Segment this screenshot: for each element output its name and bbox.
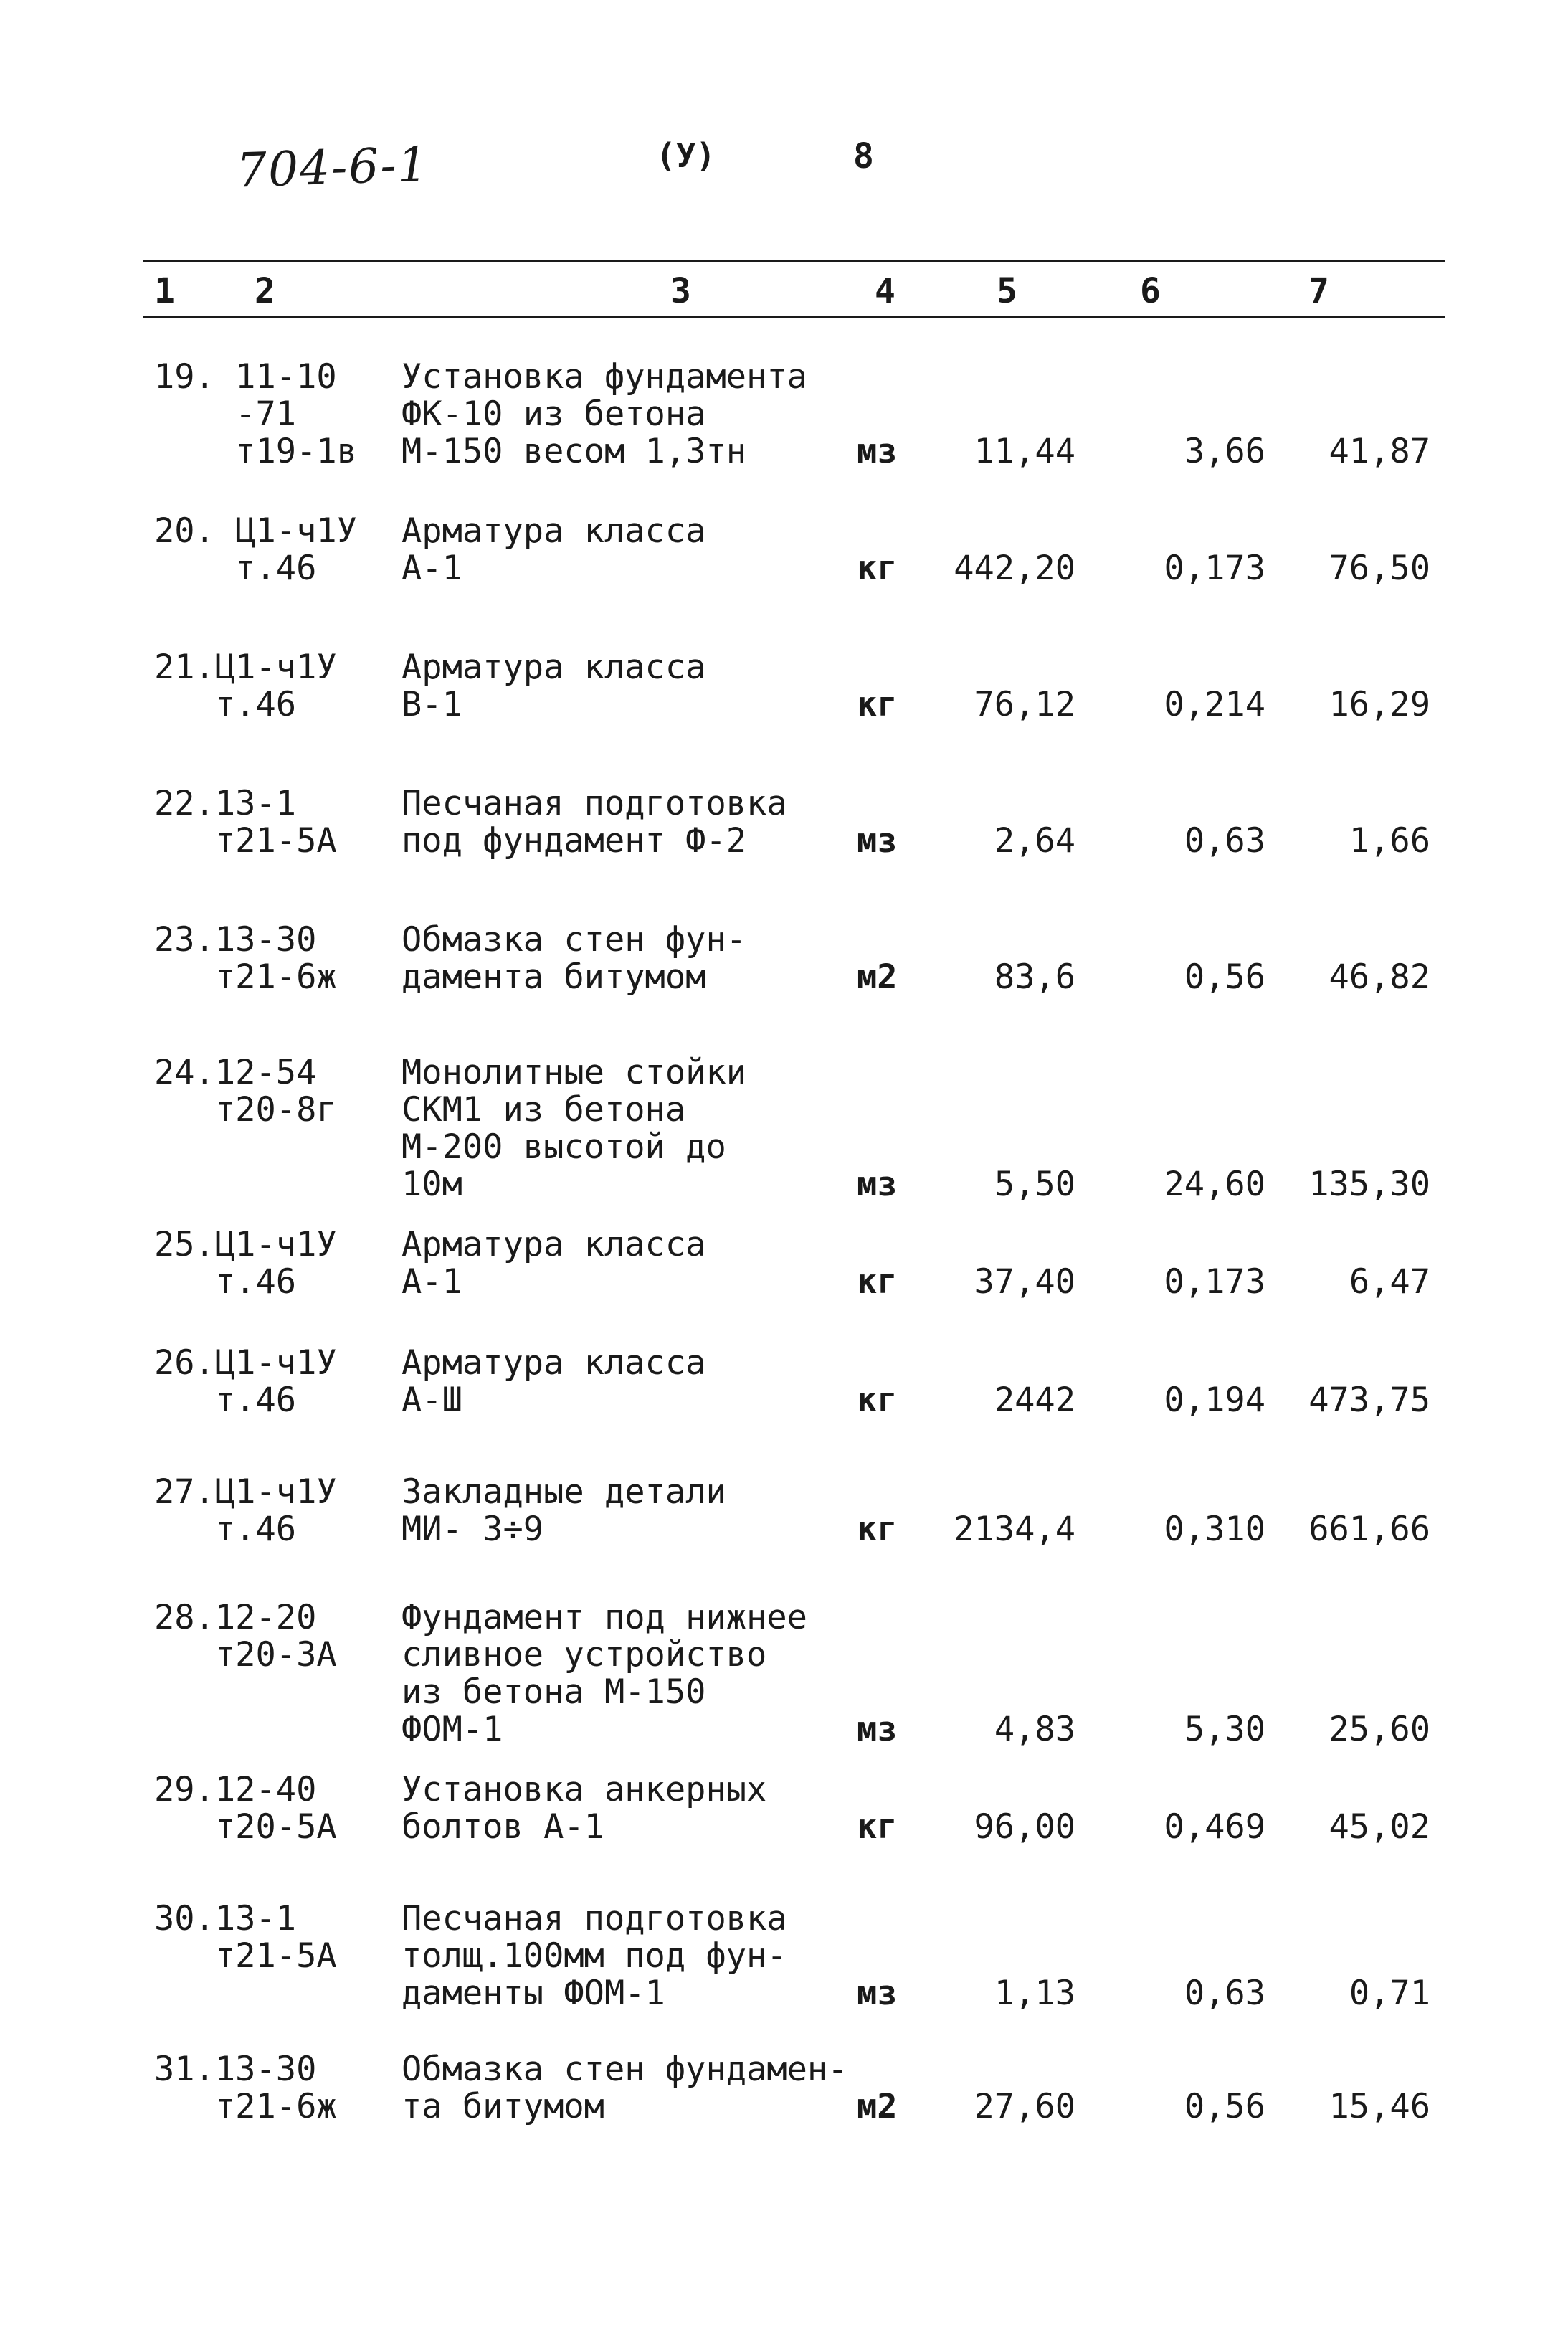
item-unit: кг — [857, 1807, 898, 1847]
item-unit-price: 24,60 — [1164, 1165, 1265, 1204]
item-quantity: 27,60 — [974, 2087, 1075, 2126]
item-description: Установка фундамента ФК-10 из бетона М-150 весом 1,3тн — [401, 357, 807, 471]
item-description: Арматура класса А-Ш — [401, 1343, 706, 1420]
item-unit: кг — [857, 685, 898, 724]
item-quantity: 96,00 — [974, 1807, 1075, 1847]
item-unit: кг — [857, 1381, 898, 1420]
item-code: 31.13-30 т21-6ж — [154, 2050, 337, 2126]
item-unit: кг — [857, 549, 898, 588]
item-unit-price: 0,173 — [1164, 1262, 1265, 1302]
item-quantity: 11,44 — [974, 432, 1075, 471]
item-total: 16,29 — [1329, 685, 1430, 724]
item-quantity: 2134,4 — [954, 1510, 1075, 1549]
item-code: 30.13-1 т21-5А — [154, 1899, 337, 1976]
item-description: Песчаная подготовка под фундамент Ф-2 — [401, 784, 787, 861]
item-code: 25.Ц1-ч1У т.46 — [154, 1225, 337, 1302]
document-mark: (У) — [656, 136, 716, 175]
table-header-rule — [143, 316, 1445, 318]
item-description: Фундамент под нижнее сливное устройство из бетона М-150 ФОМ-1 — [401, 1598, 807, 1749]
item-total: 15,46 — [1329, 2087, 1430, 2126]
item-code: 23.13-30 т21-6ж — [154, 920, 337, 997]
item-unit: мз — [857, 821, 898, 861]
item-description: Монолитные стойки СКМ1 из бетона М-200 высотой до 10м — [401, 1053, 747, 1204]
item-quantity: 1,13 — [994, 1974, 1075, 2013]
item-quantity: 442,20 — [954, 549, 1075, 588]
item-total: 6,47 — [1349, 1262, 1430, 1302]
item-total: 45,02 — [1329, 1807, 1430, 1847]
item-total: 661,66 — [1308, 1510, 1430, 1549]
column-header-3: 3 — [670, 271, 691, 311]
item-unit: мз — [857, 1710, 898, 1749]
item-description: Установка анкерных болтов А-1 — [401, 1770, 767, 1847]
column-header-6: 6 — [1140, 271, 1161, 311]
column-header-4: 4 — [875, 271, 895, 311]
column-header-5: 5 — [997, 271, 1017, 311]
item-total: 1,66 — [1349, 821, 1430, 861]
item-code: 21.Ц1-ч1У т.46 — [154, 648, 337, 724]
item-unit-price: 0,194 — [1164, 1381, 1265, 1420]
item-total: 135,30 — [1308, 1165, 1430, 1204]
item-unit-price: 0,63 — [1184, 1974, 1265, 2013]
item-total: 25,60 — [1329, 1710, 1430, 1749]
item-quantity: 37,40 — [974, 1262, 1075, 1302]
column-header-7: 7 — [1308, 271, 1329, 311]
item-description: Арматура класса В-1 — [401, 648, 706, 724]
item-code: 26.Ц1-ч1У т.46 — [154, 1343, 337, 1420]
item-total: 41,87 — [1329, 432, 1430, 471]
item-description: Закладные детали МИ- 3÷9 — [401, 1472, 726, 1549]
item-total: 46,82 — [1329, 957, 1430, 997]
item-total: 0,71 — [1349, 1974, 1430, 2013]
table-top-rule — [143, 260, 1445, 262]
item-quantity: 83,6 — [994, 957, 1075, 997]
item-unit: м2 — [857, 2087, 898, 2126]
item-total: 473,75 — [1308, 1381, 1430, 1420]
item-description: Арматура класса А-1 — [401, 1225, 706, 1302]
item-unit: кг — [857, 1262, 898, 1302]
item-unit: м2 — [857, 957, 898, 997]
item-code: 22.13-1 т21-5А — [154, 784, 337, 861]
document-code: 704-6-1 — [235, 136, 430, 199]
item-code: 24.12-54 т20-8г — [154, 1053, 337, 1130]
item-code: 19. 11-10 -71 т19-1в — [154, 357, 357, 471]
item-description: Обмазка стен фундамен- та битумом — [401, 2050, 848, 2126]
item-unit: мз — [857, 432, 898, 471]
item-description: Арматура класса А-1 — [401, 511, 706, 588]
item-quantity: 2442 — [994, 1381, 1075, 1420]
item-code: 27.Ц1-ч1У т.46 — [154, 1472, 337, 1549]
column-header-2: 2 — [255, 271, 275, 311]
item-unit-price: 3,66 — [1184, 432, 1265, 471]
item-quantity: 2,64 — [994, 821, 1075, 861]
item-description: Обмазка стен фун- дамента битумом — [401, 920, 747, 997]
item-code: 20. Ц1-ч1У т.46 — [154, 511, 357, 588]
item-unit-price: 0,214 — [1164, 685, 1265, 724]
item-unit-price: 0,63 — [1184, 821, 1265, 861]
item-total: 76,50 — [1329, 549, 1430, 588]
item-unit-price: 0,469 — [1164, 1807, 1265, 1847]
item-unit-price: 0,173 — [1164, 549, 1265, 588]
item-unit-price: 5,30 — [1184, 1710, 1265, 1749]
item-code: 29.12-40 т20-5А — [154, 1770, 337, 1847]
item-unit-price: 0,56 — [1184, 957, 1265, 997]
item-unit-price: 0,56 — [1184, 2087, 1265, 2126]
item-unit-price: 0,310 — [1164, 1510, 1265, 1549]
page-number: 8 — [853, 136, 874, 176]
item-unit: кг — [857, 1510, 898, 1549]
item-description: Песчаная подготовка толщ.100мм под фун- даменты ФОМ-1 — [401, 1899, 787, 2013]
item-unit: мз — [857, 1165, 898, 1204]
column-header-1: 1 — [154, 271, 175, 311]
item-code: 28.12-20 т20-3А — [154, 1598, 337, 1675]
item-quantity: 76,12 — [974, 685, 1075, 724]
item-quantity: 5,50 — [994, 1165, 1075, 1204]
item-unit: мз — [857, 1974, 898, 2013]
item-quantity: 4,83 — [994, 1710, 1075, 1749]
